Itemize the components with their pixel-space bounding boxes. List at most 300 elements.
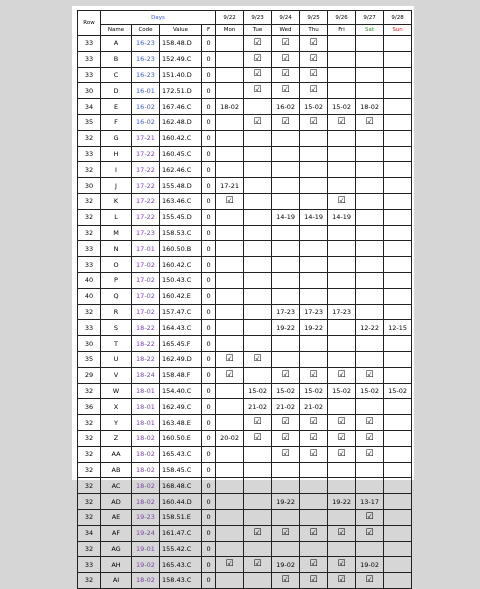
row-name: Z	[101, 430, 132, 446]
day-cell	[356, 83, 384, 99]
table-row	[78, 525, 412, 541]
row-flag: 0	[202, 541, 216, 557]
row-code: 17-02	[132, 288, 160, 304]
table-row	[78, 304, 412, 320]
row-code: 17-01	[132, 241, 160, 257]
header-flag: F	[202, 25, 216, 36]
row-id: 33	[78, 257, 101, 273]
header-row-dates	[78, 11, 412, 25]
header-date-4: 9/26	[328, 11, 356, 25]
day-cell	[356, 241, 384, 257]
day-cell	[384, 399, 412, 415]
day-cell: 17-21	[216, 178, 244, 194]
row-code: 18-01	[132, 383, 160, 399]
table-row	[78, 415, 412, 431]
spreadsheet-page	[72, 6, 414, 585]
row-flag: 0	[202, 383, 216, 399]
day-cell	[216, 509, 244, 525]
row-flag: 0	[202, 193, 216, 209]
day-cell	[384, 257, 412, 273]
row-name: B	[101, 51, 132, 67]
day-cell	[328, 225, 356, 241]
header-date-1: 9/23	[244, 11, 272, 25]
day-cell	[300, 288, 328, 304]
day-cell: 15-02	[300, 383, 328, 399]
row-id: 33	[78, 146, 101, 162]
row-code: 17-22	[132, 193, 160, 209]
checkbox-icon: ☑	[328, 430, 356, 446]
day-cell: 19-22	[300, 320, 328, 336]
day-cell	[384, 51, 412, 67]
day-cell	[216, 83, 244, 99]
row-id: 32	[78, 509, 101, 525]
day-cell: 14-19	[328, 209, 356, 225]
day-cell: 12-15	[384, 320, 412, 336]
day-cell	[384, 573, 412, 589]
day-cell: 19-02	[356, 557, 384, 573]
row-measurement: 158.51.E	[160, 509, 202, 525]
day-cell	[216, 525, 244, 541]
day-cell	[356, 257, 384, 273]
day-cell	[216, 36, 244, 52]
table-row	[78, 51, 412, 67]
table-row	[78, 367, 412, 383]
header-date-6: 9/28	[384, 11, 412, 25]
day-cell	[384, 367, 412, 383]
day-cell	[356, 288, 384, 304]
day-cell	[356, 67, 384, 83]
day-cell: 19-02	[272, 557, 300, 573]
table-row	[78, 478, 412, 494]
row-code: 16-23	[132, 67, 160, 83]
day-cell	[384, 509, 412, 525]
row-code: 19-23	[132, 509, 160, 525]
row-measurement: 163.46.C	[160, 193, 202, 209]
day-cell	[244, 193, 272, 209]
row-name: M	[101, 225, 132, 241]
day-cell	[272, 241, 300, 257]
header-group-span: Days	[101, 11, 216, 25]
day-cell	[244, 225, 272, 241]
row-flag: 0	[202, 494, 216, 510]
checkbox-icon: ☑	[300, 446, 328, 462]
checkbox-icon: ☑	[356, 525, 384, 541]
day-cell	[216, 541, 244, 557]
row-id: 32	[78, 541, 101, 557]
header-row-days	[78, 25, 412, 36]
day-cell	[216, 146, 244, 162]
day-cell: 18-02	[216, 99, 244, 115]
day-cell	[244, 130, 272, 146]
day-cell	[244, 272, 272, 288]
day-cell	[272, 541, 300, 557]
table-row	[78, 83, 412, 99]
row-measurement: 158.53.C	[160, 225, 202, 241]
header-day-2: Wed	[272, 25, 300, 36]
row-measurement: 151.40.D	[160, 67, 202, 83]
day-cell	[356, 462, 384, 478]
checkbox-icon: ☑	[272, 430, 300, 446]
row-id: 33	[78, 51, 101, 67]
row-id: 40	[78, 288, 101, 304]
day-cell	[244, 336, 272, 352]
row-code: 18-24	[132, 367, 160, 383]
row-flag: 0	[202, 83, 216, 99]
row-measurement: 155.45.D	[160, 209, 202, 225]
checkbox-icon: ☑	[272, 83, 300, 99]
day-cell	[272, 478, 300, 494]
day-cell: 20-02	[216, 430, 244, 446]
row-measurement: 164.43.C	[160, 320, 202, 336]
checkbox-icon: ☑	[272, 36, 300, 52]
day-cell	[328, 351, 356, 367]
row-code: 17-22	[132, 146, 160, 162]
day-cell	[384, 336, 412, 352]
day-cell	[328, 67, 356, 83]
row-flag: 0	[202, 351, 216, 367]
day-cell	[300, 130, 328, 146]
row-measurement: 154.40.C	[160, 383, 202, 399]
checkbox-icon: ☑	[300, 367, 328, 383]
table-row	[78, 99, 412, 115]
row-name: Q	[101, 288, 132, 304]
day-cell	[300, 146, 328, 162]
row-measurement: 160.42.C	[160, 257, 202, 273]
row-name: AA	[101, 446, 132, 462]
day-cell	[216, 130, 244, 146]
row-id: 29	[78, 367, 101, 383]
day-cell	[216, 162, 244, 178]
row-code: 18-22	[132, 320, 160, 336]
row-id: 35	[78, 351, 101, 367]
day-cell	[272, 225, 300, 241]
table-row	[78, 209, 412, 225]
table-row	[78, 336, 412, 352]
day-cell	[300, 509, 328, 525]
day-cell	[384, 114, 412, 130]
day-cell	[300, 257, 328, 273]
day-cell	[384, 99, 412, 115]
row-measurement: 162.48.D	[160, 114, 202, 130]
row-code: 17-22	[132, 162, 160, 178]
day-cell	[300, 225, 328, 241]
day-cell: 17-23	[300, 304, 328, 320]
day-cell	[216, 67, 244, 83]
table-row	[78, 446, 412, 462]
table-row	[78, 557, 412, 573]
row-flag: 0	[202, 162, 216, 178]
day-cell	[328, 257, 356, 273]
table-row	[78, 178, 412, 194]
row-id: 30	[78, 336, 101, 352]
table-row	[78, 225, 412, 241]
day-cell	[328, 146, 356, 162]
day-cell	[356, 146, 384, 162]
day-cell	[356, 541, 384, 557]
row-code: 18-02	[132, 446, 160, 462]
row-code: 18-01	[132, 399, 160, 415]
row-id: 32	[78, 130, 101, 146]
day-cell	[216, 114, 244, 130]
row-id: 30	[78, 83, 101, 99]
row-name: F	[101, 114, 132, 130]
table-row	[78, 162, 412, 178]
row-name: E	[101, 99, 132, 115]
row-measurement: 158.48.F	[160, 367, 202, 383]
table-row	[78, 130, 412, 146]
row-name: R	[101, 304, 132, 320]
row-name: U	[101, 351, 132, 367]
row-measurement: 158.43.C	[160, 573, 202, 589]
row-name: W	[101, 383, 132, 399]
row-measurement: 160.50.B	[160, 241, 202, 257]
day-cell	[216, 288, 244, 304]
row-name: C	[101, 67, 132, 83]
day-cell: 19-22	[272, 320, 300, 336]
checkbox-icon: ☑	[244, 525, 272, 541]
row-code: 19-24	[132, 525, 160, 541]
day-cell	[272, 193, 300, 209]
day-cell	[328, 51, 356, 67]
row-name: AI	[101, 573, 132, 589]
row-code: 18-02	[132, 573, 160, 589]
day-cell	[356, 209, 384, 225]
table-row	[78, 430, 412, 446]
checkbox-icon: ☑	[328, 193, 356, 209]
row-measurement: 155.42.C	[160, 541, 202, 557]
row-id: 32	[78, 383, 101, 399]
row-flag: 0	[202, 99, 216, 115]
row-measurement: 158.48.D	[160, 36, 202, 52]
table-row	[78, 573, 412, 589]
row-flag: 0	[202, 415, 216, 431]
checkbox-icon: ☑	[300, 51, 328, 67]
day-cell	[384, 525, 412, 541]
row-name: AC	[101, 478, 132, 494]
day-cell	[384, 557, 412, 573]
day-cell: 15-02	[384, 383, 412, 399]
table-row	[78, 320, 412, 336]
row-measurement: 157.47.C	[160, 304, 202, 320]
day-cell	[356, 272, 384, 288]
table-row	[78, 351, 412, 367]
day-cell	[244, 541, 272, 557]
row-name: AE	[101, 509, 132, 525]
row-code: 17-02	[132, 304, 160, 320]
checkbox-icon: ☑	[300, 415, 328, 431]
day-cell	[216, 272, 244, 288]
day-cell	[384, 288, 412, 304]
row-code: 17-02	[132, 257, 160, 273]
day-cell	[328, 36, 356, 52]
day-cell: 15-02	[300, 99, 328, 115]
day-cell	[216, 399, 244, 415]
day-cell	[216, 494, 244, 510]
day-cell	[356, 193, 384, 209]
row-id: 32	[78, 225, 101, 241]
day-cell: 14-19	[300, 209, 328, 225]
row-code: 16-23	[132, 51, 160, 67]
row-measurement: 172.51.D	[160, 83, 202, 99]
row-code: 19-02	[132, 557, 160, 573]
day-cell	[300, 178, 328, 194]
row-measurement: 162.46.C	[160, 162, 202, 178]
checkbox-icon: ☑	[244, 351, 272, 367]
day-cell	[356, 478, 384, 494]
row-flag: 0	[202, 336, 216, 352]
day-cell	[384, 193, 412, 209]
day-cell	[272, 462, 300, 478]
day-cell	[384, 178, 412, 194]
row-measurement: 161.47.C	[160, 525, 202, 541]
day-cell	[356, 51, 384, 67]
checkbox-icon: ☑	[272, 573, 300, 589]
day-cell	[328, 541, 356, 557]
row-code: 17-21	[132, 130, 160, 146]
day-cell	[356, 162, 384, 178]
row-code: 18-01	[132, 415, 160, 431]
day-cell	[328, 336, 356, 352]
checkbox-icon: ☑	[356, 446, 384, 462]
day-cell	[328, 320, 356, 336]
row-code: 18-22	[132, 351, 160, 367]
table-row	[78, 241, 412, 257]
row-code: 16-01	[132, 83, 160, 99]
day-cell	[300, 162, 328, 178]
day-cell	[244, 320, 272, 336]
day-cell	[384, 225, 412, 241]
row-measurement: 165.43.C	[160, 557, 202, 573]
checkbox-icon: ☑	[244, 430, 272, 446]
row-id: 32	[78, 478, 101, 494]
row-flag: 0	[202, 478, 216, 494]
header-date-2: 9/24	[272, 11, 300, 25]
row-name: T	[101, 336, 132, 352]
row-flag: 0	[202, 509, 216, 525]
checkbox-icon: ☑	[244, 415, 272, 431]
checkbox-icon: ☑	[300, 525, 328, 541]
row-code: 17-22	[132, 178, 160, 194]
day-cell	[244, 146, 272, 162]
row-name: AB	[101, 462, 132, 478]
day-cell: 17-23	[328, 304, 356, 320]
row-code: 16-02	[132, 99, 160, 115]
day-cell	[300, 478, 328, 494]
day-cell: 17-23	[272, 304, 300, 320]
checkbox-icon: ☑	[272, 67, 300, 83]
row-name: V	[101, 367, 132, 383]
row-measurement: 158.45.C	[160, 462, 202, 478]
table-body	[78, 36, 412, 589]
day-cell	[244, 162, 272, 178]
day-cell	[216, 415, 244, 431]
day-cell: 18-02	[356, 99, 384, 115]
row-id: 34	[78, 99, 101, 115]
day-cell	[328, 83, 356, 99]
day-cell	[300, 336, 328, 352]
day-cell	[300, 541, 328, 557]
checkbox-icon: ☑	[244, 67, 272, 83]
row-id: 32	[78, 162, 101, 178]
day-cell	[272, 509, 300, 525]
row-measurement: 165.43.C	[160, 446, 202, 462]
day-cell: 15-02	[244, 383, 272, 399]
row-name: L	[101, 209, 132, 225]
day-cell: 21-02	[244, 399, 272, 415]
day-cell	[216, 478, 244, 494]
day-cell	[216, 225, 244, 241]
checkbox-icon: ☑	[272, 446, 300, 462]
table-row	[78, 462, 412, 478]
day-cell	[328, 478, 356, 494]
day-cell	[384, 478, 412, 494]
day-cell	[384, 241, 412, 257]
row-id: 32	[78, 446, 101, 462]
row-measurement: 160.42.C	[160, 130, 202, 146]
row-name: G	[101, 130, 132, 146]
checkbox-icon: ☑	[356, 430, 384, 446]
header-day-3: Thu	[300, 25, 328, 36]
row-name: AH	[101, 557, 132, 573]
checkbox-icon: ☑	[356, 573, 384, 589]
row-name: A	[101, 36, 132, 52]
row-measurement: 162.49.D	[160, 351, 202, 367]
day-cell	[244, 446, 272, 462]
row-name: S	[101, 320, 132, 336]
row-code: 18-02	[132, 430, 160, 446]
day-cell	[356, 304, 384, 320]
checkbox-icon: ☑	[272, 415, 300, 431]
table-row	[78, 36, 412, 52]
day-cell: 15-02	[328, 383, 356, 399]
day-cell	[328, 272, 356, 288]
row-flag: 0	[202, 146, 216, 162]
row-id: 40	[78, 272, 101, 288]
header-meas: Value	[160, 25, 202, 36]
day-cell	[244, 509, 272, 525]
row-measurement: 155.48.D	[160, 178, 202, 194]
checkbox-icon: ☑	[300, 573, 328, 589]
row-id: 32	[78, 304, 101, 320]
day-cell	[216, 446, 244, 462]
day-cell	[384, 415, 412, 431]
row-name: N	[101, 241, 132, 257]
day-cell: 19-22	[328, 494, 356, 510]
day-cell	[216, 51, 244, 67]
row-flag: 0	[202, 241, 216, 257]
day-cell	[356, 178, 384, 194]
row-flag: 0	[202, 367, 216, 383]
row-name: I	[101, 162, 132, 178]
day-cell	[384, 494, 412, 510]
row-name: J	[101, 178, 132, 194]
checkbox-icon: ☑	[244, 557, 272, 573]
day-cell	[272, 257, 300, 273]
day-cell	[300, 241, 328, 257]
row-id: 36	[78, 399, 101, 415]
table-row	[78, 288, 412, 304]
day-cell	[244, 494, 272, 510]
checkbox-icon: ☑	[356, 367, 384, 383]
row-name: Y	[101, 415, 132, 431]
row-code: 17-23	[132, 225, 160, 241]
row-flag: 0	[202, 272, 216, 288]
row-flag: 0	[202, 209, 216, 225]
day-cell	[356, 351, 384, 367]
day-cell	[384, 36, 412, 52]
day-cell	[244, 304, 272, 320]
header-name: Name	[101, 25, 132, 36]
